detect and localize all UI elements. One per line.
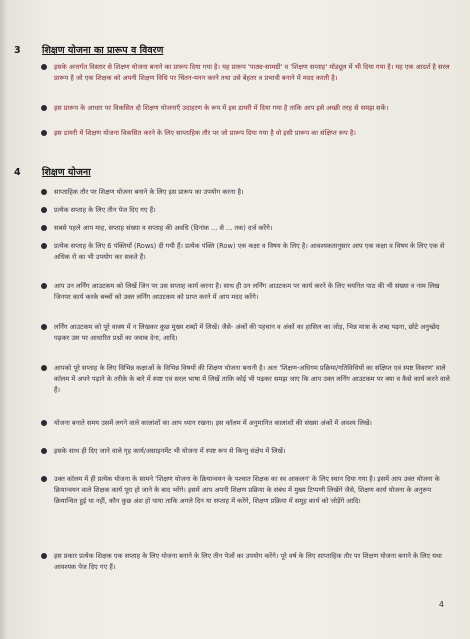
- section-4-heading: [14, 165, 91, 178]
- list-item: [40, 187, 452, 198]
- list-item-text: उक्त कॉलम में ही प्रत्येक योजना के सामने 'शिक्षण योजना के क्रियान्वयन के पश्चात शिक्षक का स्व आकलन' के लिए स्थान दिया गया है। इसमें आप उक्त योजना के क्रियान्वयन वाले शिक्षक कार्य पूरा हो जाने के बाद भरेंगे। इसमें आप अपनी शिक्षण प्रक्रिया के संबंध में मुख्य टिप्पणी लिखेंगे जैसे, शिक्षण कार्य योजना के अनुरूप क्रियान्वित हुई या नहीं, कौन कुछ अंश हो पाया ताकि अगले दिन या सप्ताह में करेंगे, शिक्षण प्रक्रिया में समूह कार्य को जोड़ेंगे आदि।: [54, 475, 440, 505]
- page-fold-shadow: [0, 0, 8, 639]
- list-item: [40, 551, 452, 573]
- bullet-icon: [41, 130, 47, 136]
- list-item: [40, 128, 452, 139]
- bullet-icon: [41, 243, 47, 249]
- list-item-text: योजना बनाते समय उसमें लगने वाले कालांशों का आप ध्यान रखना। इस कॉलम में अनुमानित कालांशों की संख्या अंकों में अवश्य लिखें।: [54, 419, 372, 427]
- list-item-text: प्रत्येक सप्ताह के लिए तीन पेज दिए गए हैं।: [54, 206, 156, 214]
- list-item: [40, 62, 452, 84]
- list-item-text: इस प्रारूप के आधार पर विकसित दो शिक्षण योजनाएँ उदाहरण के रूप में इस डायरी में दिया गया है ताकि आप इसे अच्छी तरह से समझ सकें।: [54, 104, 389, 112]
- bullet-icon: [41, 420, 47, 426]
- bullet-icon: [41, 324, 47, 330]
- section-3-heading: [14, 43, 163, 56]
- list-item: [40, 418, 452, 429]
- list-item-text: प्रत्येक सप्ताह के लिए 6 पंक्तियाँ (Rows) दी गयी हैं। प्रत्येक पंक्ति (Row) एक कक्षा व विषय के लिए है। आवश्यकतानुसार आप एक कक्षा व विषय के लिए एक से अधिक रो का भी उपयोग कर सकते हैं।: [54, 242, 445, 261]
- list-item: [40, 281, 452, 303]
- bullet-icon: [41, 365, 47, 371]
- bullet-icon: [41, 105, 47, 111]
- list-item: [40, 223, 452, 234]
- list-item-text: सबसे पहले आप माह, सप्ताह संख्या व सप्ताह की अवधि (दिनांक ... से ... तक) दर्ज करेंगे।: [54, 224, 273, 232]
- list-item: [40, 241, 452, 263]
- list-item: [40, 363, 452, 396]
- list-item-text: इस डायरी में शिक्षण योजना विकसित करने के लिए साप्ताहिक तौर पर जो प्रारूप दिया गया है वो इसी प्रारूप का संक्षिप्त रूप है।: [54, 129, 356, 137]
- list-item: [40, 322, 452, 344]
- bullet-icon: [41, 189, 47, 195]
- section-number: 3: [14, 45, 21, 56]
- list-item: [40, 103, 452, 114]
- bullet-icon: [41, 448, 47, 454]
- list-item: [40, 446, 452, 457]
- list-item-text: इसके अन्तर्गत विस्तार से शिक्षण योजना बनाने का प्रारूप दिया गया है। यह प्रारूप 'पाठ्य-सामग्री' व 'शिक्षण सप्ताह' मॉड्यूल में भी दिया गया है। यह एक आदर्श है सरल प्रारूप है जो एक शिक्षक को अपनी शिक्षण विधि पर चिंतन-मनन करने तथा उसे बेहतर व प्रभावी बनाने में मदद करती है।: [54, 63, 450, 82]
- list-item: [40, 205, 452, 216]
- list-item-text: आप उन लर्निंग आउटकम को लिखें जिन पर उस सप्ताह कार्य करना है। साथ ही उन लर्निंग आउटकम पर कार्य करने के लिए चयनित पाठ की भी संख्या व नाम लिख जिनपर कार्य करके बच्चों को उक्त लर्निंग आउटकम को प्राप्त करने में आप मदद करेंगे।: [54, 282, 440, 301]
- list-item-text: इस प्रकार प्रत्येक शिक्षक एक सप्ताह के लिए योजना बनाने के लिए तीन पेजों का उपयोग करेंगे। पूरे वर्ष के लिए साप्ताहिक तौर पर शिक्षण योजना बनाने के लिए यथा आवश्यक पेज दिए गए हैं।: [54, 552, 442, 571]
- bullet-icon: [41, 553, 47, 559]
- list-item: [40, 474, 452, 507]
- list-item-text: आपको पूरे सप्ताह के लिए विभिन्न कक्षाओं के विभिन्न विषयों की शिक्षण योजना बनानी है। अतः 'शिक्षण-अधिगम प्रक्रिया/गतिविधियों का संक्षिप्त एवं स्पष्ट विवरण' वाले कॉलम में अपने पढ़ाने के तरीके के बारे में स्पष्ट एवं सरल भाषा में लिखें ताकि कोई भी पढ़कर समझ जाए कि आप उक्त लर्निंग आउटकम पर क्या व कैसे कार्य करने वाले हैं।: [54, 364, 450, 394]
- bullet-icon: [41, 64, 47, 70]
- bullet-icon: [41, 225, 47, 231]
- bullet-icon: [41, 283, 47, 289]
- list-item-text: लर्निंग आउटकम को पूरे वाक्य में न लिखकर कुछ मुख्य शब्दों में लिखें। जैसे- अंकों की पहचान व अंकों का हासिल का जोड़, भिन्न मात्रा के शब्द पढ़ना, छोटे अनुच्छेद पढ़कर उस पर आधारित प्रश्नों का जवाब देना, आदि।: [54, 323, 440, 342]
- section-number: 4: [14, 167, 21, 178]
- bullet-icon: [41, 476, 47, 482]
- section-title: शिक्षण योजना: [42, 167, 91, 178]
- bullet-icon: [41, 207, 47, 213]
- section-title: शिक्षण योजना का प्रारूप व विवरण: [42, 45, 164, 56]
- list-item-text: इसके साथ ही दिए जाने वाले गृह कार्य/असाइनमेंट भी योजना में स्पष्ट रूप से किन्तु संक्षेप में लिखें।: [54, 447, 286, 455]
- list-item-text: साप्ताहिक तौर पर शिक्षण योजना बनाने के लिए इस प्रारूप का उपयोग करना है।: [54, 188, 244, 196]
- page-number: 4: [438, 600, 444, 609]
